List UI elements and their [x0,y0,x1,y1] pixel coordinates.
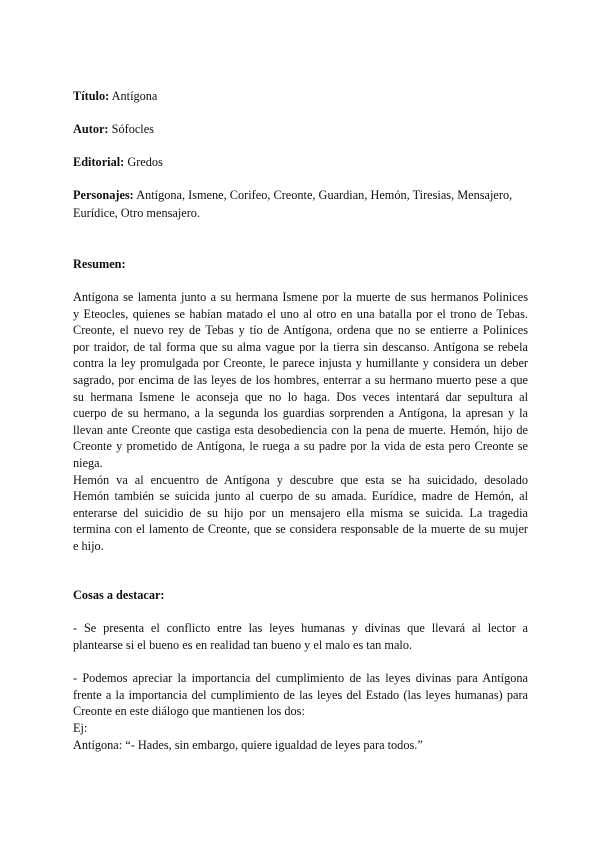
characters-line-2: Eurídice, Otro mensajero. [73,206,201,220]
summary-line: cuerpo de su hermano, a la segunda los guardias sorprenden a Antígona, la apresan y la [73,406,528,421]
summary-line: termina con el lamento de Creonte, que se considera responsable de la muerte de su mujer [73,522,528,537]
summary-line: sagrado, por encima de las leyes de los hombres, enterrar a su hermano muerto pese a que [73,372,528,387]
highlights-heading: Cosas a destacar: [73,588,165,602]
title-label: Título: [73,89,110,103]
characters-label: Personajes: [73,188,134,202]
publisher-field [73,154,163,170]
summary-line: Creonte, el nuevo rey de Tebas y tío de Antígona, ordena que no se entierre a Polinices [73,323,528,338]
summary-line: por traidor, de tal forma que su alma vague por la tierra sin descanso. Antígona se rebela [73,339,528,354]
title-field [73,88,157,104]
publisher-value: Gredos [127,155,163,169]
summary-line: Creonte y prometido de Antígona, le ruega a su padre por la vida de esta pero Creonte se [73,439,528,454]
summary-line: llevan ante Creonte que castiga esta desobediencia con la pena de muerte. Hemón, hijo de [73,422,528,437]
characters-field [73,187,512,203]
author-field [73,121,154,137]
highlight-line: frente a la importancia del cumplimiento de las leyes del Estado (las leyes humanas) para [73,687,528,702]
highlight-line: plantearse si el bueno es en realidad tan bueno y el malo es tan malo. [73,637,413,652]
summary-line: e hijo. [73,538,104,553]
summary-line: Hemón va al encuentro de Antígona y descubre que esta se ha suicidado, desolado [73,472,528,487]
summary-paragraph [73,289,528,555]
highlight-point-1 [73,620,528,653]
author-value: Sófocles [111,122,154,136]
highlight-line: - Se presenta el conflicto entre las leyes humanas y divinas que llevará al lector a [73,621,528,635]
summary-line: niega. [73,455,103,470]
summary-line: Hemón también se suicida junto al cuerpo de su amada. Eurídice, madre de Hemón, al [73,489,528,504]
highlight-point-2 [73,670,528,720]
example-quote: Antígona: “- Hades, sin embargo, quiere igualdad de leyes para todos.” [73,738,423,752]
summary-line: enterarse del suicidio de su hijo por un mensajero ella misma se suicida. La tragedia [73,505,528,520]
author-label: Autor: [73,122,109,136]
summary-heading: Resumen: [73,257,126,271]
summary-line: su hermana Ismene le aconseja que no lo haga. Dos veces intentará dar sepultura al [73,389,528,404]
title-value: Antígona [111,89,158,103]
highlight-line: - Podemos apreciar la importancia del cumplimiento de las leyes divinas para Antígona [73,671,528,685]
example-label: Ej: [73,721,88,735]
highlight-line: Creonte en este diálogo que mantienen los dos: [73,704,305,719]
summary-line: Antígona se lamenta junto a su hermana Ismene por la muerte de sus hermanos Polinices [73,290,528,304]
summary-line: contra la ley promulgada por Creonte, le parece injusta y humillante y considera un deber [73,356,528,371]
publisher-label: Editorial: [73,155,125,169]
characters-line-1: Antígona, Ismene, Corifeo, Creonte, Guardian, Hemón, Tiresias, Mensajero, [136,188,513,202]
summary-line: y Eteocles, quienes se habían matado el uno al otro en una batalla por el trono de Tebas. [73,306,528,321]
